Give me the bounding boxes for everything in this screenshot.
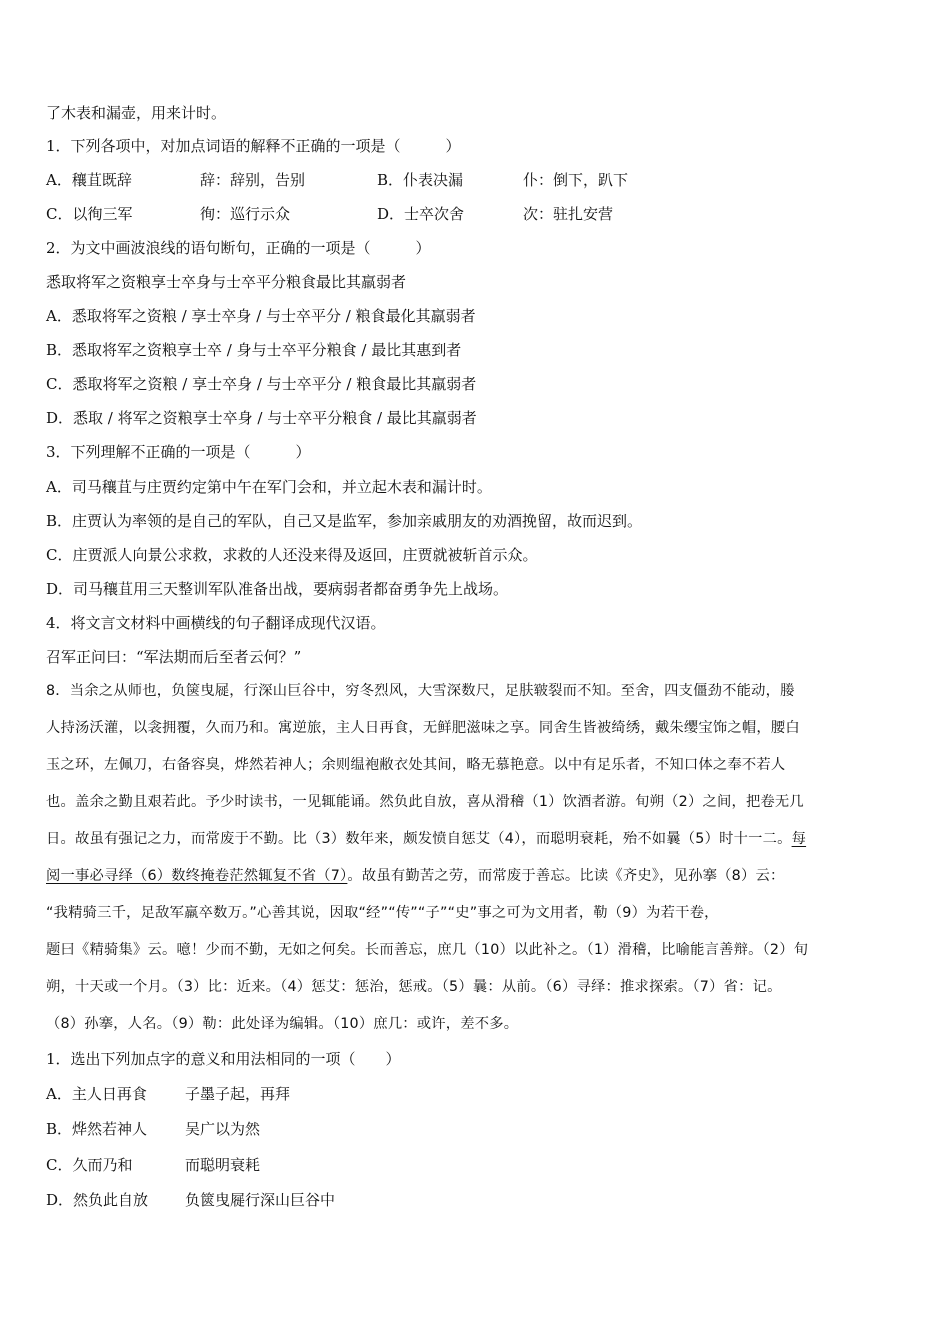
passage-line-5-text: 日。故虽有强记之力，而常废于不勤。比（3）数年来，颇发愤自惩艾（4），而聪明衰耗，殆不如曩（5）时十一二。 [46,831,792,847]
q5-stem: 1．选出下列加点字的意义和用法相同的一项（ ） [46,1050,401,1068]
passage-line-7: “我精骑三千，足敌军羸卒数万。”心善其说，因取“经”“传”“子”“史”事之可为文用者，勒（9）为若干卷， [46,905,719,921]
q3-option-b: B．庄贾认为率领的是自己的军队，自己又是监军，参加亲戚朋友的劝酒挽留，故而迟到。 [46,512,643,530]
q2-option-c: C．悉取将军之资粮 / 享士卒身 / 与士卒平分 / 粮食最比其羸弱者 [46,375,477,393]
passage-line-6-text: 。故虽有勤苦之劳，而常废于善忘。比读《齐史》，见孙搴（8）云： [347,868,785,884]
q5-option-d: D．然负此自放 [46,1191,149,1209]
passage-line-9: 朔，十天或一个月。（3）比：近来。（4）惩艾：惩治，惩戒。（5）曩：从前。（6）寻绎：推求探索。（7）省：记。 [46,979,782,995]
q2-option-a: A．悉取将军之资粮 / 享士卒身 / 与士卒平分 / 粮食最化其羸弱者 [46,307,476,325]
q5-option-c-compare: 而聪明衰耗 [185,1156,261,1174]
q5-option-d-compare: 负篋曳屣行深山巨谷中 [185,1191,336,1209]
q3-option-d: D．司马穰苴用三天整训军队准备出战，要病弱者都奋勇争先上战场。 [46,580,509,598]
q1-option-c-explanation: 徇：巡行示众 [200,205,291,223]
passage-line-3: 玉之环，左佩刀，右备容臭，烨然若神人；余则缊袍敝衣处其间，略无慕艳意。以中有足乐者，不知口体之奉不若人 [46,757,786,773]
passage-line-1: 8．当余之从师也，负箧曳屣，行深山巨谷中，穷冬烈风，大雪深数尺，足肤皲裂而不知。至舍，四支僵劲不能动，媵 [46,683,795,699]
q1-option-d: D．士卒次舍 [377,205,465,223]
q5-option-b: B．烨然若神人 [46,1120,148,1138]
q1-option-a: A．穰苴既辞 [46,171,132,189]
q3-stem: 3．下列理解不正确的一项是（ ） [46,443,311,461]
q4-stem: 4．将文言文材料中画横线的句子翻译成现代汉语。 [46,614,386,632]
q2-stem: 2．为文中画波浪线的语句断句，正确的一项是（ ） [46,239,431,257]
q2-source-sentence: 悉取将军之资粮享士卒身与士卒平分粮食最比其羸弱者 [46,273,407,291]
underlined-sentence: 阅一事必寻绎（6）数终掩卷茫然辄复不省（7） [46,868,348,884]
q2-option-b: B．悉取将军之资粮享士卒 / 身与士卒平分粮食 / 最比其惠到者 [46,341,462,359]
passage-line-10: （8）孙搴，人名。（9）勒：此处译为编辑。（10）庶几：或许，差不多。 [46,1016,519,1032]
passage-line-8: 题曰《精骑集》云。噫！少而不勤，无如之何矣。长而善忘，庶几（10）以此补之。（1）滑稽，比喻能言善辩。（2）旬 [46,942,809,958]
passage-line-4: 也。盖余之勤且艰若此。予少时读书，一见辄能诵。然负此自放，喜从滑稽（1）饮酒者游。旬朔（2）之间，把卷无几 [46,794,804,810]
underlined-sentence-start: 每 [791,831,807,847]
passage-line-2: 人持汤沃灌，以衾拥覆，久而乃和。寓逆旅，主人日再食，无鲜肥滋味之享。同舍生皆被绮绣，戴朱缨宝饰之帽，腰白 [46,720,800,736]
q4-sentence: 召军正问曰：“军法期而后至者云何？” [46,648,302,666]
q5-option-a-compare: 子墨子起，再拜 [185,1085,291,1103]
q1-option-d-explanation: 次：驻扎安营 [523,205,614,223]
q1-option-a-explanation: 辞：辞别，告别 [200,171,306,189]
q5-option-c: C．久而乃和 [46,1156,133,1174]
q1-option-b-explanation: 仆：倒下，趴下 [523,171,629,189]
intro-line: 了木表和漏壶，用来计时。 [46,104,227,122]
q5-option-b-compare: 吴广以为然 [185,1120,261,1138]
q1-option-c: C．以徇三军 [46,205,133,223]
q3-option-a: A．司马穰苴与庄贾约定第中午在军门会和，并立起木表和漏计时。 [46,478,492,496]
q2-option-d: D．悉取 / 将军之资粮享士卒身 / 与士卒平分粮食 / 最比其羸弱者 [46,409,477,427]
q1-stem: 1．下列各项中，对加点词语的解释不正确的一项是（ ） [46,137,461,155]
passage-line-6 [46,866,906,886]
q3-option-c: C．庄贾派人向景公求救，求救的人还没来得及返回，庄贾就被斩首示众。 [46,546,538,564]
q1-option-b: B．仆表决漏 [377,171,464,189]
q5-option-a: A．主人日再食 [46,1085,147,1103]
passage-line-5 [46,829,906,849]
